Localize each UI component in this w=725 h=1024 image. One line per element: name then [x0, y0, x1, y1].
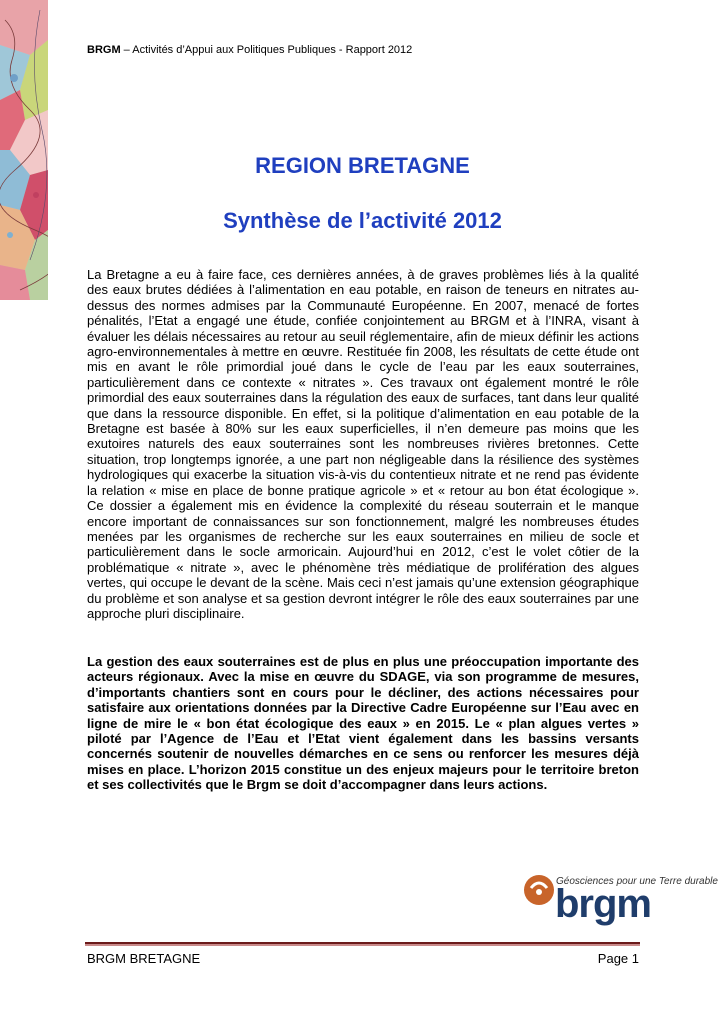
logo-wordmark: brgm — [555, 882, 651, 926]
header-rest: – Activités d’Appui aux Politiques Publiques - Rapport 2012 — [120, 44, 413, 56]
footer-region: BRGM BRETAGNE — [87, 951, 201, 966]
page-number: Page 1 — [597, 951, 639, 966]
geological-map-image — [0, 0, 48, 300]
page-subtitle: Synthèse de l’activité 2012 — [223, 208, 502, 233]
footer-divider — [85, 942, 640, 946]
logo-tagline: Géosciences pour une Terre durable — [556, 876, 718, 887]
page-title: REGION BRETAGNE — [255, 153, 470, 178]
bold-paragraph: La gestion des eaux souterraines est de plus en plus une préoccupation importante des acteurs régionaux. Avec la mise en œuvre du SDAGE, via son programme de mesures, d’importants chantiers sont en cours pour le décliner, des actions nécessaires pour satisfaire aux orientations données par la Directive Cadre Européenne sur l’Eau avec en ligne de mire le « bon état écologique des eaux » en 2015. Le « plan algues vertes » piloté par l’Agence de l’Eau et l’Etat vient également dans les bassins versants concernés soutenir de nouvelles démarches en ce sens ou renforcer les mesures déjà mises en place. L’horizon 2015 constitue un des enjeux majeurs pour le territoire breton et ses collectivités que le Brgm se doit d’accompagner dans leurs actions. — [87, 654, 639, 793]
header-org: BRGM — [87, 44, 121, 56]
running-header — [87, 44, 412, 56]
intro-paragraph: La Bretagne a eu à faire face, ces dernières années, à de graves problèmes liés à la qualité des eaux brutes dédiées à l’alimentation en eau potable, en raison de teneurs en nitrates au-dessus des normes admises par la Communauté Européenne. En 2007, menacé de fortes pénalités, l’Etat a engagé une étude, confiée conjointement au BRGM et à l’INRA, visant à évaluer les délais nécessaires au retour au seuil réglementaire, afin de mieux définir les actions agro-environnementales à mettre en œuvre. Restituée fin 2008, les résultats de cette étude ont mis en avant le rôle primordial joué dans le cycle de l’eau par les eaux souterraines, particulièrement dans ce contexte « nitrates ». Ces travaux ont également montré le rôle primordial des eaux souterraines dans la régulation des eaux de surfaces, tant dans leur qualité que dans la ressource disponible. En effet, si la politique d’alimentation en eau potable de la Bretagne est basée à 80% sur les eaux superficielles, il n’en demeure pas moins que les exutoires naturels des eaux souterraines sont les nombreuses rivières bretonnes. Cette situation, trop longtemps ignorée, a une part non négligeable dans la résilience des systèmes hydrologiques qui exacerbe la situation vis-à-vis du contentieux nitrate et ne rend pas évidente la relation « mise en place de bonne pratique agricole » et « retour au bon état écologique ». Ce dossier a également mis en évidence la complexité du réseau souterrain et le manque encore important de connaissances sur son fonctionnement, malgré les nombreuses études menées par les organismes de recherche sur les eaux souterraines en milieu de socle et particulièrement dans le socle armoricain. Aujourd’hui en 2012, c’est le volet côtier de la problématique « nitrate », avec le phénomène très médiatique de prolifération des algues vertes, qui occupe le devant de la scène. Mais ceci n’est jamais qu’une extension géographique du problème et son analyse et sa gestion devront intégrer le rôle des eaux souterraines par une approche pluri disciplinaire. — [87, 267, 639, 621]
